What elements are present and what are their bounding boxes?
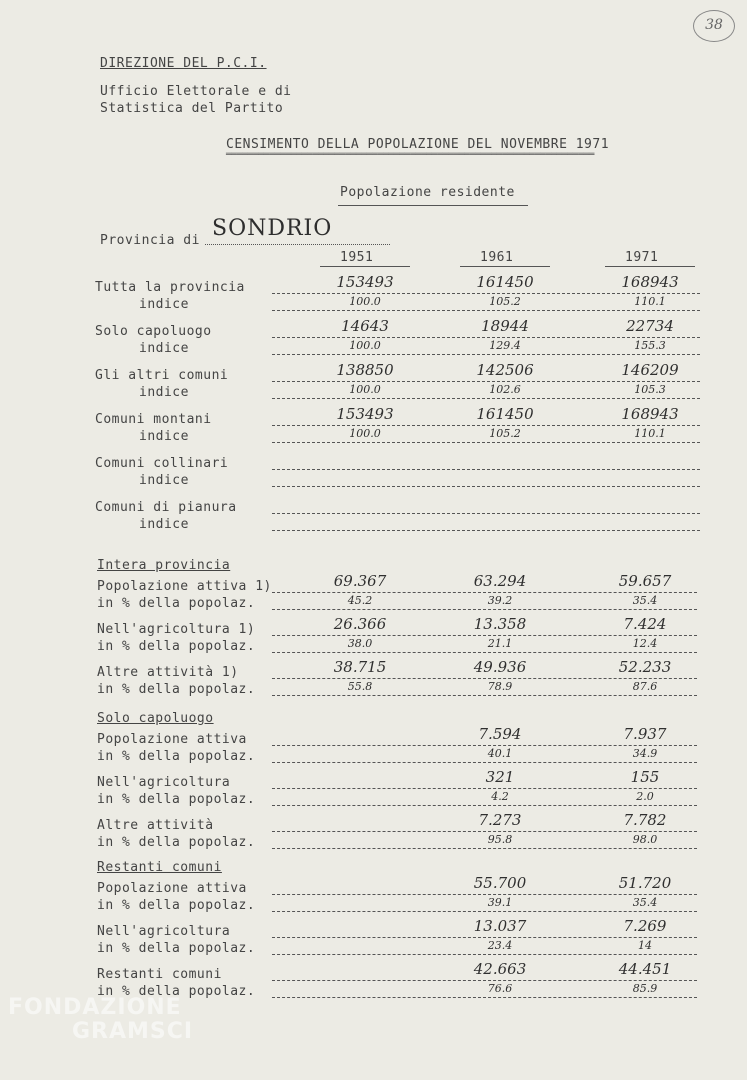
row-dash-line — [272, 592, 697, 593]
cell-value: 21.1 — [487, 637, 513, 650]
cell-value: 95.8 — [487, 833, 513, 846]
cell-value: 138850 — [336, 361, 394, 379]
cell-value: 42.663 — [473, 960, 527, 978]
org-heading: DIREZIONE DEL P.C.I. — [100, 56, 267, 71]
row-label: Gli altri comuni — [95, 368, 229, 383]
row-dash-line — [272, 398, 700, 399]
row-label: Nell'agricoltura — [97, 775, 231, 790]
year-header-1971: 1971 — [625, 250, 659, 265]
census-title: CENSIMENTO DELLA POPOLAZIONE DEL NOVEMBRE 1971 — [226, 137, 610, 152]
cell-value: 44.451 — [618, 960, 672, 978]
cell-value: 100.0 — [349, 427, 381, 440]
row-dash-line — [272, 745, 697, 746]
cell-value: 4.2 — [491, 790, 509, 803]
cell-value: 38.715 — [333, 658, 387, 676]
row-label: in % della popolaz. — [97, 835, 256, 850]
row-dash-line — [272, 937, 697, 938]
provincia-label: Provincia di — [100, 233, 200, 248]
cell-value: 168943 — [621, 273, 679, 291]
cell-value: 105.2 — [489, 427, 521, 440]
year-underline — [460, 266, 550, 267]
provincia-dotted-line — [205, 244, 390, 245]
row-label: in % della popolaz. — [97, 941, 256, 956]
cell-value: 55.700 — [473, 874, 527, 892]
cell-value: 161450 — [476, 273, 534, 291]
cell-value: 18944 — [481, 317, 529, 335]
cell-value: 321 — [485, 768, 515, 786]
cell-value: 14643 — [341, 317, 389, 335]
row-label: Tutta la provincia — [95, 280, 245, 295]
section-heading-capoluogo: Solo capoluogo — [97, 711, 214, 726]
row-dash-line — [272, 997, 697, 998]
row-dash-line — [272, 609, 697, 610]
row-dash-line — [272, 425, 700, 426]
row-label: Popolazione attiva — [97, 881, 247, 896]
row-dash-line — [272, 652, 697, 653]
row-label: indice — [139, 429, 189, 444]
row-label: Comuni montani — [95, 412, 212, 427]
cell-value: 76.6 — [487, 982, 513, 995]
cell-value: 105.3 — [634, 383, 666, 396]
cell-value: 129.4 — [489, 339, 521, 352]
cell-value: 35.4 — [632, 594, 658, 607]
cell-value: 7.269 — [623, 917, 667, 935]
cell-value: 22734 — [626, 317, 674, 335]
row-label: Altre attività — [97, 818, 214, 833]
row-dash-line — [272, 513, 700, 514]
cell-value: 153493 — [336, 405, 394, 423]
cell-value: 110.1 — [634, 427, 666, 440]
cell-value: 14 — [638, 939, 652, 952]
cell-value: 168943 — [621, 405, 679, 423]
row-label: Solo capoluogo — [95, 324, 212, 339]
cell-value: 7.594 — [478, 725, 522, 743]
cell-value: 78.9 — [487, 680, 513, 693]
row-dash-line — [272, 695, 697, 696]
row-dash-line — [272, 831, 697, 832]
row-label: in % della popolaz. — [97, 682, 256, 697]
row-label: indice — [139, 297, 189, 312]
cell-value: 100.0 — [349, 339, 381, 352]
cell-value: 26.366 — [333, 615, 387, 633]
row-label: in % della popolaz. — [97, 749, 256, 764]
row-dash-line — [272, 954, 697, 955]
cell-value: 45.2 — [347, 594, 373, 607]
row-label: in % della popolaz. — [97, 898, 256, 913]
cell-value: 153493 — [336, 273, 394, 291]
cell-value: 40.1 — [487, 747, 513, 760]
row-dash-line — [272, 354, 700, 355]
row-label: Popolazione attiva 1) — [97, 579, 272, 594]
row-label: in % della popolaz. — [97, 639, 256, 654]
cell-value: 7.782 — [623, 811, 667, 829]
row-dash-line — [272, 337, 700, 338]
row-dash-line — [272, 486, 700, 487]
row-dash-line — [272, 805, 697, 806]
row-dash-line — [272, 469, 700, 470]
row-dash-line — [272, 442, 700, 443]
cell-value: 85.9 — [632, 982, 658, 995]
cell-value: 39.1 — [487, 896, 513, 909]
row-dash-line — [272, 635, 697, 636]
cell-value: 102.6 — [489, 383, 521, 396]
row-label: Altre attività 1) — [97, 665, 239, 680]
cell-value: 7.424 — [623, 615, 667, 633]
cell-value: 55.8 — [347, 680, 373, 693]
cell-value: 13.358 — [473, 615, 527, 633]
row-dash-line — [272, 894, 697, 895]
cell-value: 34.9 — [632, 747, 658, 760]
cell-value: 49.936 — [473, 658, 527, 676]
section-heading-restanti: Restanti comuni — [97, 860, 222, 875]
row-label: Restanti comuni — [97, 967, 222, 982]
row-label: in % della popolaz. — [97, 984, 256, 999]
cell-value: 142506 — [476, 361, 534, 379]
office-line-1: Ufficio Elettorale e di — [100, 84, 292, 99]
cell-value: 105.2 — [489, 295, 521, 308]
row-label: in % della popolaz. — [97, 792, 256, 807]
cell-value: 35.4 — [632, 896, 658, 909]
cell-value: 7.273 — [478, 811, 522, 829]
cell-value: 98.0 — [632, 833, 658, 846]
cell-value: 155.3 — [634, 339, 666, 352]
row-label: in % della popolaz. — [97, 596, 256, 611]
cell-value: 146209 — [621, 361, 679, 379]
subtitle-underline — [338, 205, 528, 206]
row-dash-line — [272, 678, 697, 679]
row-label: indice — [139, 385, 189, 400]
row-dash-line — [272, 911, 697, 912]
office-line-2: Statistica del Partito — [100, 101, 284, 116]
cell-value: 59.657 — [618, 572, 672, 590]
year-underline — [320, 266, 410, 267]
cell-value: 52.233 — [618, 658, 672, 676]
cell-value: 38.0 — [347, 637, 373, 650]
row-dash-line — [272, 980, 697, 981]
subtitle: Popolazione residente — [340, 185, 515, 200]
row-label: Comuni collinari — [95, 456, 229, 471]
cell-value: 13.037 — [473, 917, 527, 935]
row-label: indice — [139, 341, 189, 356]
cell-value: 110.1 — [634, 295, 666, 308]
section-heading-intera: Intera provincia — [97, 558, 231, 573]
year-header-1951: 1951 — [340, 250, 374, 265]
cell-value: 23.4 — [487, 939, 513, 952]
year-header-1961: 1961 — [480, 250, 514, 265]
cell-value: 87.6 — [632, 680, 658, 693]
row-dash-line — [272, 293, 700, 294]
row-dash-line — [272, 788, 697, 789]
page-number-stamp: 38 — [693, 10, 735, 42]
row-label: Popolazione attiva — [97, 732, 247, 747]
cell-value: 161450 — [476, 405, 534, 423]
row-label: Nell'agricoltura — [97, 924, 231, 939]
row-dash-line — [272, 762, 697, 763]
row-label: Nell'agricoltura 1) — [97, 622, 256, 637]
row-dash-line — [272, 310, 700, 311]
title-double-rule: ════════════════════════════════════════════════════════════════════ — [226, 150, 595, 160]
watermark-logo: FONDAZIONE GRAMSCI — [8, 995, 194, 1044]
cell-value: 12.4 — [632, 637, 658, 650]
cell-value: 63.294 — [473, 572, 527, 590]
provincia-value: SONDRIO — [212, 216, 333, 241]
cell-value: 39.2 — [487, 594, 513, 607]
row-label: Comuni di pianura — [95, 500, 237, 515]
row-label: indice — [139, 473, 189, 488]
row-label: indice — [139, 517, 189, 532]
cell-value: 7.937 — [623, 725, 667, 743]
cell-value: 69.367 — [333, 572, 387, 590]
cell-value: 2.0 — [636, 790, 654, 803]
cell-value: 51.720 — [618, 874, 672, 892]
row-dash-line — [272, 530, 700, 531]
row-dash-line — [272, 381, 700, 382]
cell-value: 100.0 — [349, 383, 381, 396]
year-underline — [605, 266, 695, 267]
cell-value: 155 — [630, 768, 660, 786]
row-dash-line — [272, 848, 697, 849]
cell-value: 100.0 — [349, 295, 381, 308]
